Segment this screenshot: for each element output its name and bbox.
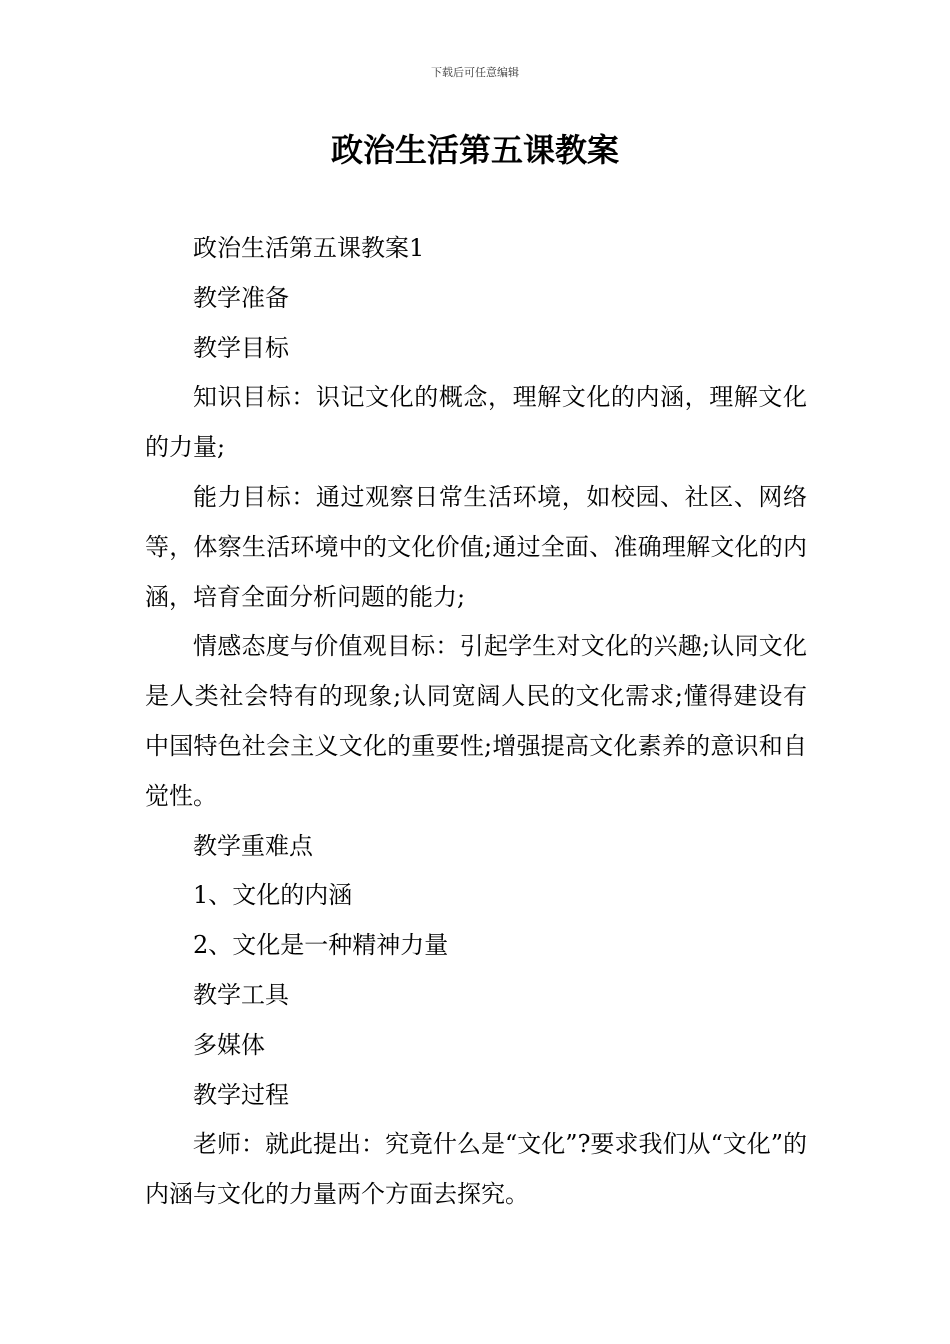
paragraph-key-point-2: 2、文化是一种精神力量 [193,931,449,960]
paragraph-multimedia: 多媒体 [193,1030,265,1059]
header-note: 下载后可任意编辑 [431,66,519,79]
paragraph-lesson-heading: 政治生活第五课教案1 [193,234,425,262]
paragraph-key-points: 教学重难点 [193,831,313,860]
paragraph-ability-goal: 能力目标：通过观察日常生活环境，如校园、社区、网络等，体察生活环境中的文化价值;通过全面、准确理解文化的内涵，培育全面分析问题的能力; [145,482,807,611]
paragraph-teaching-preparation: 教学准备 [193,283,289,312]
paragraph-knowledge-goal: 知识目标：识记文化的概念，理解文化的内涵，理解文化的力量; [145,383,807,462]
paragraph-teacher-question: 老师：就此提出：究竟什么是“文化”?要求我们从“文化”的内涵与文化的力量两个方面去探究。 [145,1130,807,1209]
paragraph-teaching-tools: 教学工具 [193,980,289,1009]
paragraph-teaching-process: 教学过程 [193,1080,289,1109]
document-title: 政治生活第五课教案 [330,131,619,169]
paragraph-attitude-goal: 情感态度与价值观目标：引起学生对文化的兴趣;认同文化是人类社会特有的现象;认同宽阔人民的文化需求;懂得建设有中国特色社会主义文化的重要性;增强提高文化素养的意识和自觉性。 [145,632,807,810]
document-body [145,224,807,1220]
paragraph-key-point-1: 1、文化的内涵 [193,881,353,910]
paragraph-teaching-goals: 教学目标 [193,333,289,362]
